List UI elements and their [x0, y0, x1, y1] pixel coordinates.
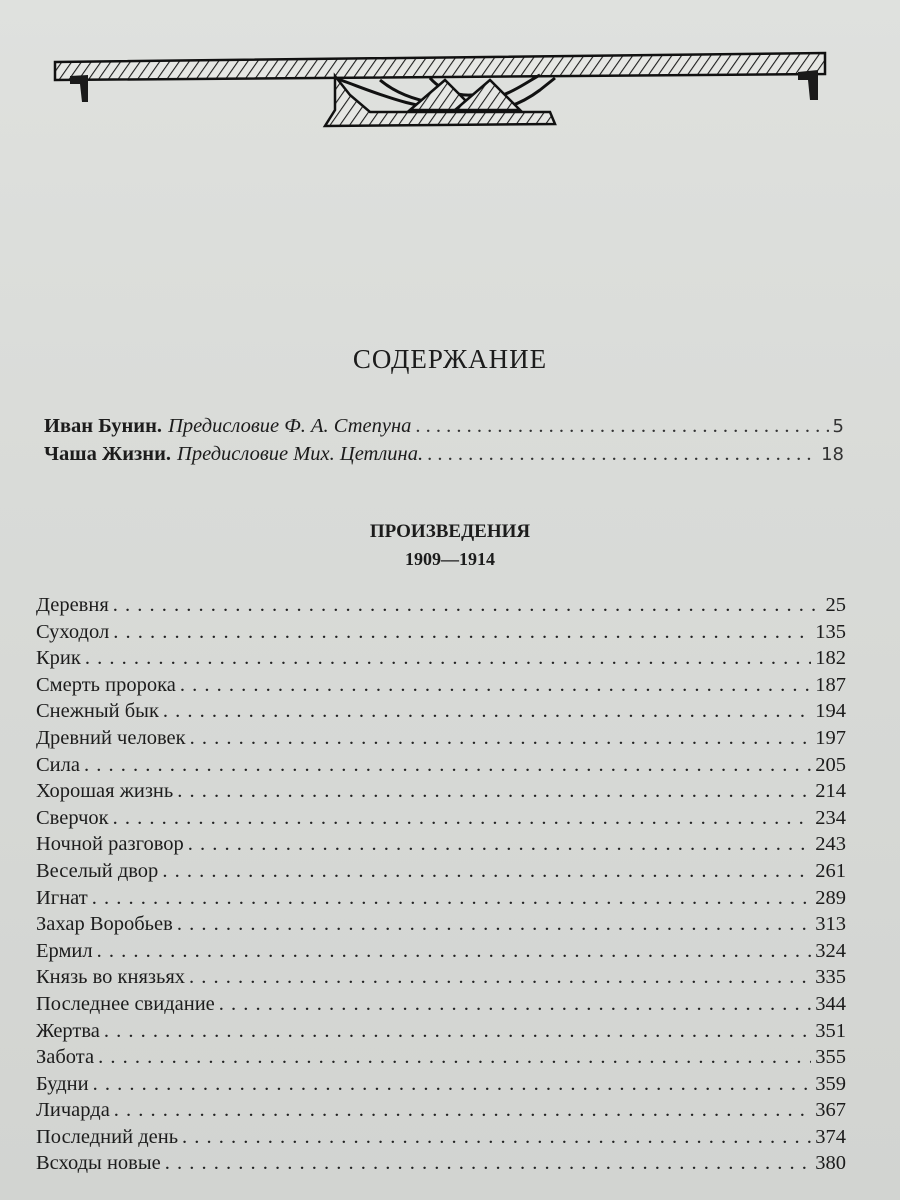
- page-number: 367: [815, 1099, 846, 1122]
- dot-leader: [427, 443, 817, 466]
- page-number: 324: [815, 939, 846, 962]
- dot-leader: [219, 993, 811, 1016]
- list-item[interactable]: [36, 1152, 846, 1179]
- page-number: 18: [821, 444, 844, 465]
- dot-leader: [104, 1020, 811, 1043]
- dot-leader: [98, 1046, 811, 1069]
- dot-leader: [85, 647, 811, 670]
- page-number: 380: [815, 1152, 846, 1175]
- list-item[interactable]: [36, 594, 846, 621]
- list-item[interactable]: [36, 913, 846, 940]
- work-title: Веселый двор: [36, 859, 159, 882]
- list-item[interactable]: [36, 754, 846, 781]
- page-number: 135: [815, 620, 846, 643]
- work-title: Ночной разговор: [36, 833, 184, 856]
- list-item[interactable]: [36, 966, 846, 993]
- list-item[interactable]: [36, 1073, 846, 1100]
- work-title: Будни: [36, 1072, 89, 1095]
- work-title: Последний день: [36, 1125, 179, 1148]
- prefaces-list: [44, 415, 844, 471]
- page-number: 182: [815, 647, 846, 670]
- dot-leader: [114, 1099, 811, 1122]
- list-item[interactable]: [36, 993, 846, 1020]
- contents-title: СОДЕРЖАНИЕ: [352, 344, 548, 374]
- page-number: 243: [815, 833, 846, 856]
- work-title: Древний человек: [36, 726, 186, 749]
- dot-leader: [177, 780, 811, 803]
- dot-leader: [162, 860, 811, 883]
- page-number: 374: [815, 1125, 846, 1148]
- preface-description: Предисловие Ф. А. Степуна: [168, 415, 412, 437]
- page-number: 187: [815, 673, 846, 696]
- dot-leader: [113, 594, 822, 617]
- list-item[interactable]: [36, 860, 846, 887]
- work-title: Суходол: [36, 620, 110, 643]
- work-title: Князь во князьях: [36, 966, 186, 989]
- list-item[interactable]: [36, 1126, 846, 1153]
- page-number: 234: [815, 806, 846, 829]
- page-number: 261: [815, 859, 846, 882]
- preface-row[interactable]: [44, 415, 844, 443]
- work-title: Хорошая жизнь: [36, 780, 174, 803]
- work-title: Личарда: [36, 1099, 110, 1122]
- work-title: Деревня: [36, 594, 109, 616]
- dot-leader: [97, 940, 812, 963]
- preface-row[interactable]: [44, 443, 844, 471]
- preface-author: Иван Бунин.: [44, 415, 163, 437]
- dot-leader: [415, 415, 828, 438]
- header-ornament: [50, 50, 830, 135]
- work-title: Сверчок: [36, 806, 109, 829]
- page-number: 351: [815, 1019, 846, 1042]
- work-title: Снежный бык: [36, 700, 159, 723]
- works-list: [36, 594, 846, 1179]
- dot-leader: [190, 727, 812, 750]
- page-number: 25: [825, 594, 846, 616]
- preface-author: Чаша Жизни.: [44, 443, 172, 465]
- page-number: 197: [815, 726, 846, 749]
- list-item[interactable]: [36, 674, 846, 701]
- dot-leader: [180, 674, 811, 697]
- work-title: Игнат: [36, 886, 88, 909]
- work-title: Последнее свидание: [36, 992, 215, 1015]
- page-number: 194: [815, 700, 846, 723]
- dot-leader: [165, 1152, 812, 1175]
- dot-leader: [182, 1126, 811, 1149]
- list-item[interactable]: [36, 807, 846, 834]
- dot-leader: [92, 887, 812, 910]
- list-item[interactable]: [36, 621, 846, 648]
- list-item[interactable]: [36, 727, 846, 754]
- page-number: 359: [815, 1072, 846, 1095]
- page-number: 289: [815, 886, 846, 909]
- page-number: 5: [832, 416, 844, 437]
- work-title: Захар Воробьев: [36, 913, 173, 936]
- list-item[interactable]: [36, 1099, 846, 1126]
- section-title: ПРОИЗВЕДЕНИЯ: [369, 521, 531, 542]
- work-title: Всходы новые: [36, 1152, 161, 1175]
- list-item[interactable]: [36, 647, 846, 674]
- preface-description: Предисловие Мих. Цетлина.: [177, 443, 424, 465]
- dot-leader: [177, 913, 811, 936]
- work-title: Ермил: [36, 939, 93, 962]
- list-item[interactable]: [36, 700, 846, 727]
- list-item[interactable]: [36, 1020, 846, 1047]
- section-years: 1909—1914: [405, 549, 495, 569]
- work-title: Сила: [36, 753, 80, 776]
- page-number: 335: [815, 966, 846, 989]
- list-item[interactable]: [36, 940, 846, 967]
- dot-leader: [113, 621, 811, 644]
- page-number: 205: [815, 753, 846, 776]
- list-item[interactable]: [36, 1046, 846, 1073]
- list-item[interactable]: [36, 887, 846, 914]
- dot-leader: [189, 966, 811, 989]
- page-number: 355: [815, 1046, 846, 1069]
- dot-leader: [188, 833, 811, 856]
- page-number: 214: [815, 780, 846, 803]
- list-item[interactable]: [36, 833, 846, 860]
- page-number: 313: [815, 913, 846, 936]
- work-title: Жертва: [36, 1019, 100, 1042]
- work-title: Крик: [36, 647, 81, 670]
- dot-leader: [93, 1073, 812, 1096]
- work-title: Забота: [36, 1046, 95, 1069]
- dot-leader: [113, 807, 812, 830]
- page-number: 344: [815, 992, 846, 1015]
- work-title: Смерть пророка: [36, 673, 176, 696]
- dot-leader: [163, 700, 811, 723]
- dot-leader: [84, 754, 811, 777]
- list-item[interactable]: [36, 780, 846, 807]
